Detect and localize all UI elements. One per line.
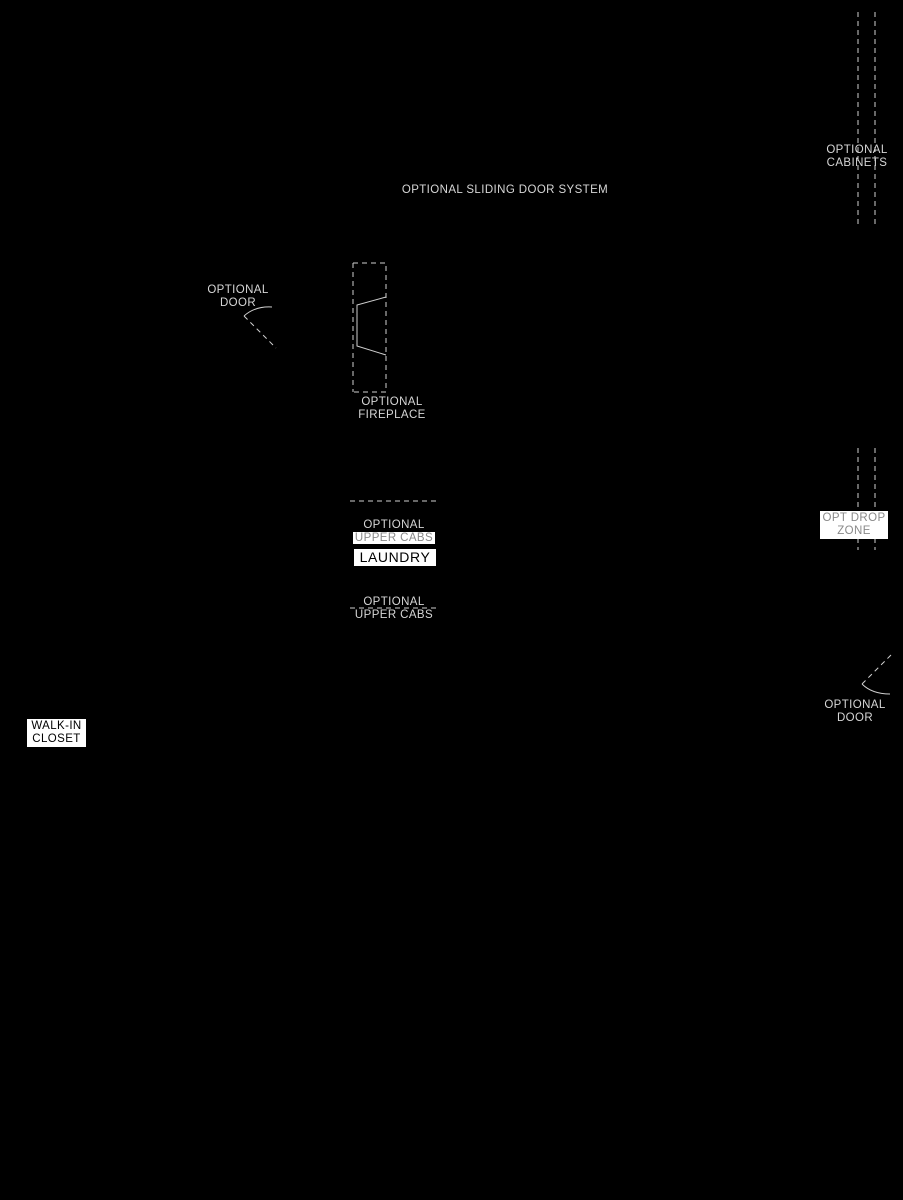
door-arc-right	[862, 684, 890, 694]
optional-door-left-label: OPTIONAL DOOR	[207, 284, 269, 309]
sliding-door-label: OPTIONAL SLIDING DOOR SYSTEM	[401, 184, 609, 196]
optional-upper-cabs-top-label: OPTIONAL UPPER CABS	[354, 519, 434, 544]
fireplace-outline	[353, 263, 386, 392]
optional-door-right-label: OPTIONAL DOOR	[824, 699, 886, 724]
walk-in-closet-label: WALK-IN CLOSET	[27, 719, 86, 747]
opt-drop-zone-label: OPT DROP ZONE	[820, 511, 888, 539]
door-swing-left	[244, 316, 276, 348]
optional-upper-cabs-bottom-label: OPTIONAL UPPER CABS	[354, 596, 434, 621]
fireplace-hearth	[357, 297, 386, 355]
door-swing-right	[862, 654, 892, 684]
laundry-room-label: LAUNDRY	[354, 549, 436, 566]
optional-cabinets-label: OPTIONAL CABINETS	[826, 144, 888, 169]
optional-fireplace-label: OPTIONAL FIREPLACE	[358, 396, 426, 421]
